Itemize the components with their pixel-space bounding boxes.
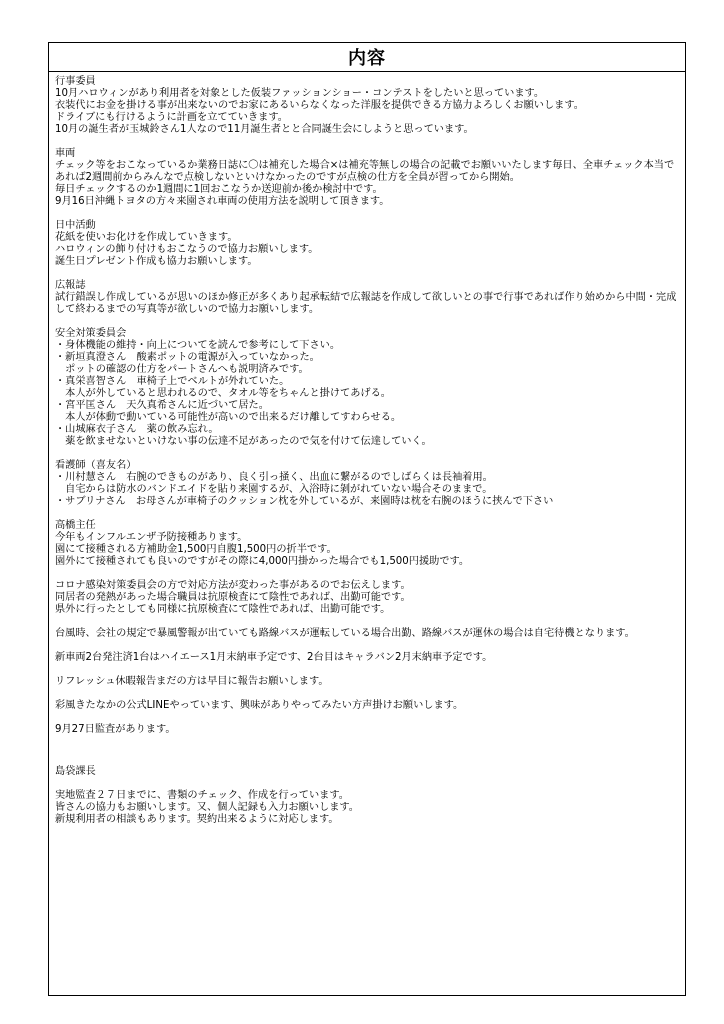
text-line: 9月16日沖縄トヨタの方々来園され車両の使用方法を説明して頂きます。: [55, 196, 390, 207]
text-line: 同居者の発熱があった場合職員は抗原検査にて陰性であれば、出勤可能です。: [55, 592, 411, 603]
section-heading: 看護師（喜友名）: [55, 460, 137, 471]
text-line: 今年もインフルエンザ予防接種あります。: [55, 532, 248, 543]
text-line: 本人が体動で動いている可能性が高いので出来るだけ離してすわらせる。: [55, 412, 402, 423]
title-row: [49, 43, 685, 72]
section: [55, 520, 679, 568]
section-heading: 広報誌: [55, 280, 86, 291]
text-line: 衣装代にお金を掛ける事が出来ないのでお家にあるいらなくなった洋服を提供できる方協力よろしくお願いします。: [55, 100, 584, 111]
text-line: 実地監査２７日までに、書類のチェック、作成を行っています。: [55, 790, 349, 801]
text-line: 園外にて接種されても良いのですがその際に4,000円掛かった場合でも1,500円援助です。: [55, 556, 470, 567]
section: [55, 148, 679, 208]
section: [55, 652, 679, 664]
text-line: 花紙を使いお化けを作成していきます。: [55, 232, 238, 243]
section-spacer: [55, 748, 679, 766]
content-area: [49, 72, 685, 826]
section: [55, 628, 679, 640]
section-heading: 安全対策委員会: [55, 328, 127, 339]
text-line: 新車両2台発注済1台はハイエース1月末納車予定です、2台目はキャラバン2月末納車予定です。: [55, 652, 493, 663]
text-line: 皆さんの協力もお願いします。又、個人記録も入力お願いします。: [55, 802, 359, 813]
text-line: ・真栄喜智さん 車椅子上でベルトが外れていた。: [55, 376, 290, 387]
text-line: 9月27日監査があります。: [55, 724, 176, 735]
section: [55, 220, 679, 268]
text-line: コロナ感染対策委員会の方で対応方法が変わった事があるのでお伝えします。: [55, 580, 411, 591]
text-line: ・川村慧さん 右腕のできものがあり、良く引っ掻く、出血に繋がるのでしばらくは長袖着用。: [55, 472, 493, 483]
section: [55, 700, 679, 712]
text-line: 彩風きたなかの公式LINEやっています、興味がありやってみたい方声掛けお願いします。: [55, 700, 464, 711]
text-line: 誕生日プレゼント作成も協力お願いします。: [55, 256, 258, 267]
text-line: 10月ハロウィンがあり利用者を対象とした仮装ファッションショー・コンテストをしたいと思っています。: [55, 88, 545, 99]
section-heading: 高橋主任: [55, 520, 96, 531]
text-line: 10月の誕生者が玉城鈴さん1人なので11月誕生者とと合同誕生会にしようと思っています。: [55, 124, 474, 135]
text-line: 園にて接種される方補助金1,500円自腹1,500円の折半です。: [55, 544, 337, 555]
section: [55, 460, 679, 508]
document-sheet: [48, 42, 686, 996]
text-line: リフレッシュ休暇報告まだの方は早目に報告お願いします。: [55, 676, 329, 687]
text-line: 本人が外していると思われるので、タオル等をちゃんと掛けてあげる。: [55, 388, 391, 399]
text-line: ポットの確認の仕方をパートさんへも説明済みです。: [55, 364, 309, 375]
text-line: 新規利用者の相談もあります。契約出来るように対応します。: [55, 814, 339, 825]
section: [55, 676, 679, 688]
text-line: チェック等をおこなっているか業務日誌に〇は補充した場合×は補充等無しの場合の記載でお願いいたします毎日、全車チェック本当であれば2週間前からみんなで点検しないといけなかったのですが点検の仕方を全員が習ってから開始。: [55, 160, 675, 183]
section: [55, 328, 679, 448]
text-line: 県外に行ったとしても同様に抗原検査にて陰性であれば、出勤可能です。: [55, 604, 391, 615]
text-line: ・身体機能の維持・向上についてを読んで参考にして下さい。: [55, 340, 341, 351]
text-line: 薬を飲ませないといけない事の伝達不足があったので気を付けて伝達していく。: [55, 436, 432, 447]
section-heading: 行事委員: [55, 76, 96, 87]
text-line: ハロウィンの飾り付けもおこなうので協力お願いします。: [55, 244, 319, 255]
section: [55, 76, 679, 136]
text-line: ・新垣真澄さん 酸素ポットの電源が入っていなかった。: [55, 352, 320, 363]
section: [55, 580, 679, 616]
section: [55, 766, 679, 826]
section: [55, 724, 679, 736]
section: [55, 280, 679, 316]
section-heading: 車両: [55, 148, 76, 159]
text-line: 自宅からは防水のバンドエイドを貼り来園するが、入浴時に剝がれていない場合そのままで。: [55, 484, 493, 495]
section-heading: 日中活動: [55, 220, 96, 231]
text-line: 毎日チェックするのか1週間に1回おこなうか送迎前か後か検討中です。: [55, 184, 383, 195]
text-line: ・サブリナさん お母さんが車椅子のクッション枕を外しているが、来園時は枕を右腕のほうに挟んで下さい: [55, 496, 554, 507]
text-line: 台風時、会社の規定で暴風警報が出ていても路線バスが運転している場合出勤、路線バスが運休の場合は自宅待機となります。: [55, 628, 635, 639]
text-line: ドライブにも行けるように計画を立てていきます。: [55, 112, 288, 123]
section-heading: 島袋課長: [55, 766, 96, 777]
page-title: 内容: [348, 48, 386, 69]
text-line: ・宮平匡さん 天久真希さんに近づいて居た。: [55, 400, 269, 411]
text-line: ・山城麻衣子さん 薬の飲み忘れ。: [55, 424, 219, 435]
text-line: 試行錯誤し作成しているが思いのほか修正が多くあり起承転結で広報誌を作成して欲しいとの事で行事であれば作り始めから中間・完成して終わるまでの写真等が欲しいので協力お願いします。: [55, 292, 677, 315]
text-line: [55, 778, 679, 790]
